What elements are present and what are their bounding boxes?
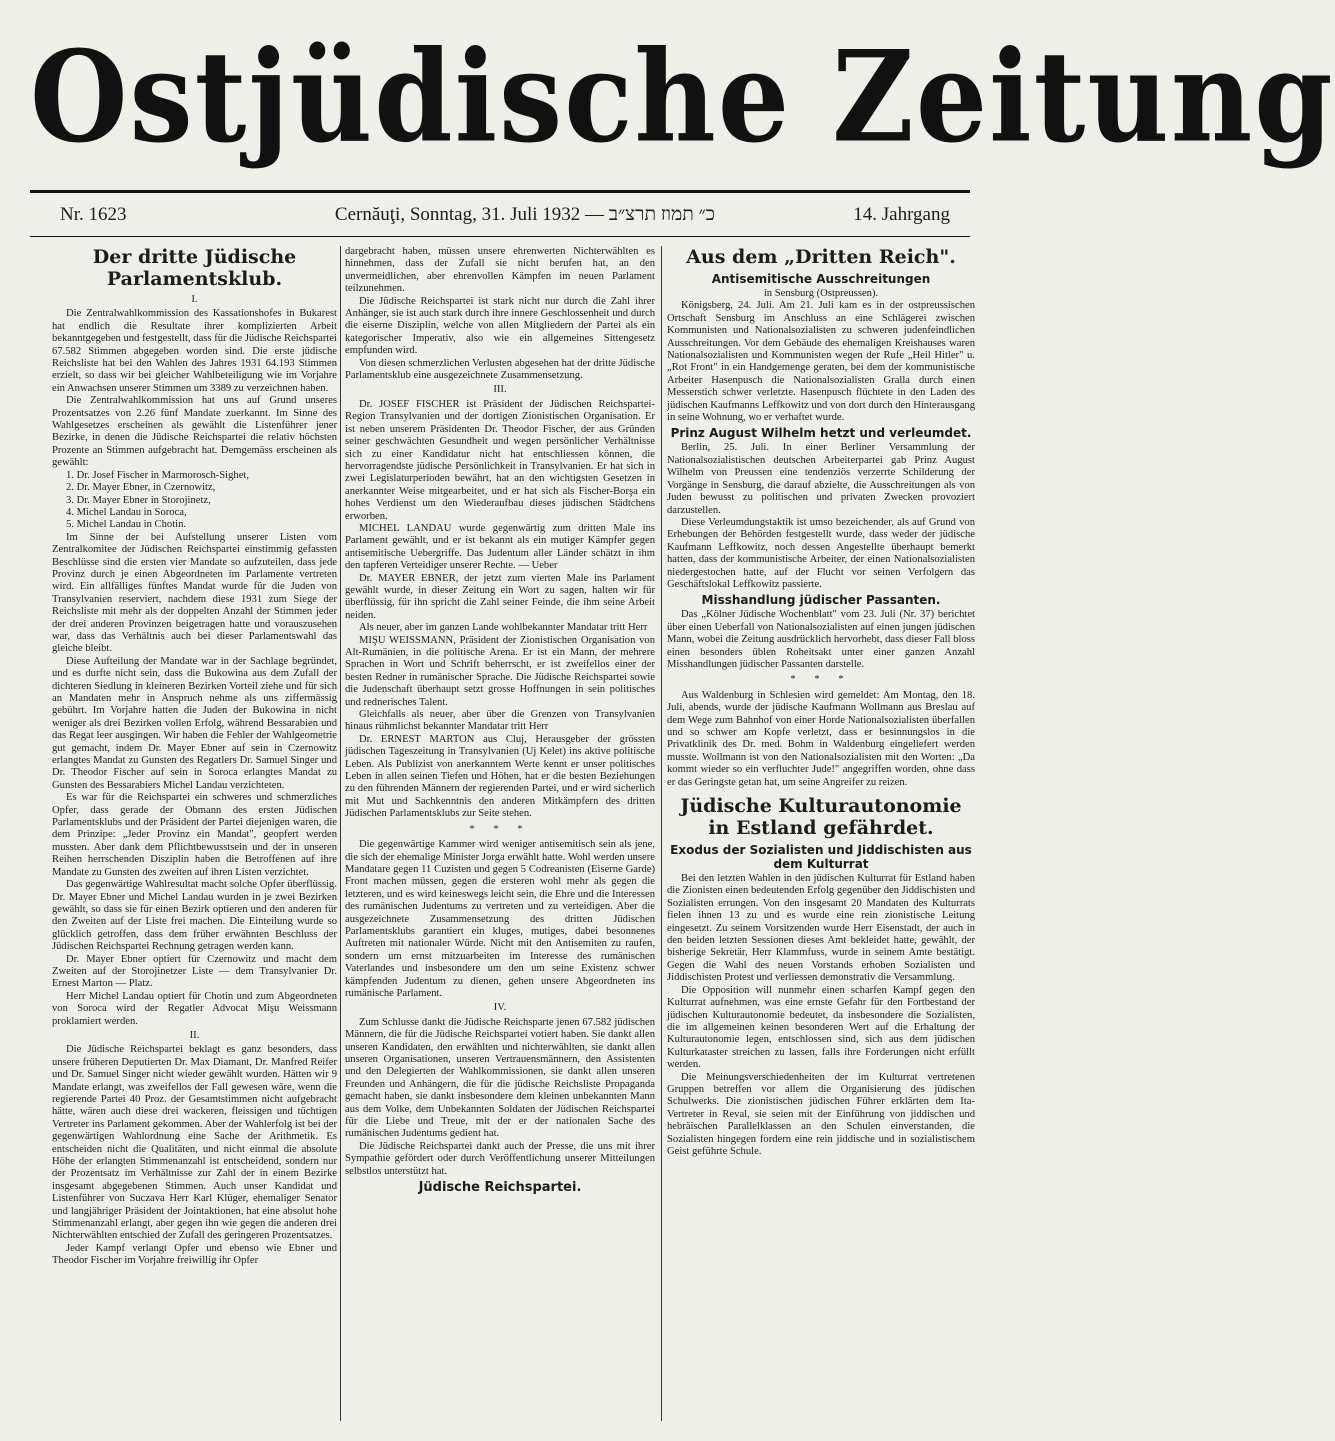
article-place: in Sensburg (Ostpreussen). [763,288,879,299]
dateline [60,200,970,230]
paragraph: MIŞU WEISSMANN, Präsident der Zionistischen Organisation von Alt-Rumänien, in die politische Arena. Er ist ein Mann, der mehrere Sprachen in Wort und Schrift beherrscht, er ist zweifellos einer der besten Redner in rumänischer Sprache. Die Jüdische Reichspartei sowie die Judenschaft überhaupt setzt grosse Hoffnungen in sein politisches und rednerisches Talent. [345,634,655,708]
column-separator-1 [340,246,341,1421]
section-numeral: II. [189,1029,200,1041]
paragraph: MICHEL LANDAU wurde gegenwärtig zum dritten Male ins Parlament gewählt, und er ist bekannt als ein mutiger Kämpfer gegen antisemitische Uebergriffe. Das Judentum aller Länder schätzt in ihm den tapferen Verteidiger unserer Rechte. — Ueber [345,522,655,572]
column-2 [345,246,655,1421]
issue-year: 14. Jahrgang [853,204,950,225]
section-numeral: IV. [493,1002,507,1014]
list-item: 5. Michel Landau in Chotin. [66,519,187,531]
section-divider: * * * [790,674,852,686]
article-subheadline: Antisemitische Ausschreitungen [711,272,931,286]
section-divider: * * * [469,823,531,835]
paragraph: Bei den letzten Wahlen in den jüdischen Kulturrat für Estland haben die Zionisten einen bedeutenden Erfolg gegenüber den Jiddischisten und Sozialisten errungen. Von den insgesamt 20 Mandaten des Kulturrats fielen ihnen 13 zu und es wurde eine rein zionistische Leitung eingesetzt. Zu seinem Vorsitzenden wurde Herr Eisenstadt, der auch in den beiden letzten Sessionen dieses Amt bekleidet hatte, gewählt, der bisherige Sekretär, Herr Klammfuss, wurde in seinem Amte bestätigt. Gegen die Wahl des neuen Vorstands erhoben Sozialisten und Jiddischisten Protest und verliessen demonstrativ die Versammlung. [667,873,975,984]
list-item: 2. Dr. Mayer Ebner, in Czernowitz, [66,482,216,494]
paragraph: Von diesen schmerzlichen Verlusten abgesehen hat der dritte Jüdische Parlamentsklub eine ausgezeichnete Zusammensetzung. [345,357,655,382]
column-3 [667,246,975,1421]
masthead-rule-top [30,190,970,193]
list-item: 3. Dr. Mayer Ebner in Storojinetz, [66,494,211,506]
article-subheadline: Exodus der Sozialisten und Jiddischisten aus dem Kulturrat [670,843,972,872]
paragraph: Diese Aufteilung der Mandate war in der Sachlage begründet, und es durfte nicht sein, dass die Bukowina aus dem Zufall der dichteren Siedlung in kleineren Bezirken Vorteil ziehe und für sich an Mandaten mehr in Anspruch nehme als uns ziffermässig gebührt. Im Vorjahre hatten die Juden der Bukowina in nicht weniger als drei Bezirken vollen Erfolg, während Bessarabien und das Regat leer ausgingen. Wir haben die Fehler der Wahlgeometrie gut gemacht, indem Dr. Mayer Ebner auf sein in Czernowitz erlangtes Mandat zu Gunsten des Regatlers Dr. Samuel Singer und Dr. Theodor Fischer auf sein in Soroca erlangtes Mandat zu Gunsten des Bessarabiers Michel Landau verzichteten. [52,655,337,791]
paragraph: Die Zentralwahlkommission hat uns auf Grund unseres Prozentsatzes von 2.26 fünf Mandate zuerkannt. Im Sinne des Wahlgesetzes erscheinen als gewählt die Listenführer jener Bezirke, in denen die Jüdische Reichspartei die relativ höchsten Prozente an Stimmen aufgebracht hat. Demgemäss erscheinen als gewählt: [52,395,337,469]
issue-date: Cernăuţi, Sonntag, 31. Juli 1932 — כ״ תמוז תרצ״ב [334,204,716,225]
article-signature: Jüdische Reichspartei. [418,1180,582,1196]
paragraph: Dr. MAYER EBNER, der jetzt zum vierten Male ins Parlament gewählt wurde, in dieser Zeitung ein Wort zu sagen, halten wir für überflüssig, für ihn spricht die Zahl seiner Feinde, die ihm seine Arbeit neiden. [345,572,655,621]
column-1 [52,246,337,1421]
issue-number: Nr. 1623 [60,204,127,225]
paragraph: Gleichfalls als neuer, aber über die Grenzen von Transylvanien hinaus rühmlichst bekannter Mandatar tritt Herr [345,709,655,733]
list-item: 1. Dr. Josef Fischer in Marmorosch-Sighet, [66,469,250,481]
paragraph: Die gegenwärtige Kammer wird weniger antisemitisch sein als jene, die sich der ehemalige Minister Jorga erwählt hatte. Wohl werden unsere Mandatare gegen 11 Cuzisten und gegen 5 Codreanisten (Eiserne Garde) Front machen müssen, gegen die ersteren wohl mehr als gegen die letzteren, und es wird keineswegs leicht sein, die Ehre und die Interessen des rumänischen Judentums zu vertreten und zu verteidigen. Aber die ausgezeichnete Zusammensetzung des dritten Jüdischen Parlamentsklubs garantiert ein kluges, mutiges, dabei besonnenes Auftreten mit nationaler Würde. Nicht mit den Antisemiten zu raufen, sondern um ernst mitzuarbeiten im Interesse des rumänischen Vaterlandes und insbesondere um den um seine Existenz schwer kämpfenden Judentum zu dienen, gehen unsere Abgeordneten ins rumänische Parlament. [345,839,655,999]
paragraph: Die Jüdische Reichspartei beklagt es ganz besonders, dass unsere früheren Deputierten Dr. Max Diamant, Dr. Manfred Reifer und Dr. Samuel Singer nicht wieder gewählt wurden. Hätten wir 9 Mandate erlangt, was zweifellos der Fall gewesen wäre, wenn die regierende Partei 40 Proz. der Gesamtstimmen nicht aufgebracht hätte, wären auch diese drei wackeren, fleissigen und tüchtigen Vertreter ins Parlament gekommen. Aber der Wahlerfolg ist bei der gegenwärtigen Wahlordnung eine Sache der Arithmetik. Es entscheiden nicht die Qualitäten, und nicht einmal die absolute Höhe der erlangten Stimmenanzahl ist entscheidend, sondern nur der Prozentsatz im Verhältnisse zur Zahl der in einem Bezirke insgesamt abgegebenen Stimmen. Auch unser Kandidat und Listenführer von Suczava Herr Karl Klüger, ehemaliger Senator und langjähriger Präsident der Jointaktionen, hat eine absolut hohe Stimmenanzahl erlangt, aber gegen ihn wie gegen die anderen drei Nichterwählten entschied der Zufall des geringeren Prozentsatzes. [52,1044,337,1242]
paragraph: Aus Waldenburg in Schlesien wird gemeldet: Am Montag, den 18. Juli, abends, wurde der jüdische Kaufmann Wollmann aus Breslau auf dem Wege zum Bahnhof von einer Horde Nationalsozialisten überfallen und so schwer am Kopfe verletzt, dass er besinnungslos in die Privatklinik des Dr. med. Bohm in Waldenburg eingeliefert werden musste. Wollmann ist von den Nationalsozialisten mit den Worten: „Da kommt wieder so ein verfluchter Jude!" angegriffen worden, ohne dass er das Geringste getan hat, um seine Angreifer zu reizen. [667,689,975,788]
paragraph: dargebracht haben, müssen unsere ehrenwerten Nichterwählten es hinnehmen, dass der Zufall sie nicht berufen hat, an den unvermeidlichen, aber ehrenvollen Kämpfen im neuen Parlament teilzunehmen. [345,246,655,295]
paragraph: Diese Verleumdungstaktik ist umso bezeichender, als auf Grund von Erhebungen der Behörden festgestellt wurde, dass weder der jüdische Kaufmann Leffkowitz, noch dessen Angestellte überhaupt bemerkt hatten, dass der kommunistische Arbeiter, der einen Nationalsozialisten niedergestochen hatte, auf der Flucht vor seinen Verfolgern das Geschäftslokal Leffkowitz passierte. [667,516,975,590]
paragraph: Berlin, 25. Juli. In einer Berliner Versammlung der Nationalsozialistischen deutschen Arbeiterpartei gab Prinz August Wilhelm von Preussen eine tendenziös verzerrte Schilderung der Vorgänge in Sensburg, die darauf abzielte, die Ausschreitungen als von Juden bewusst zu politischen und privaten Zwecken provoziert darzustellen. [667,442,975,516]
paragraph: Jeder Kampf verlangt Opfer und ebenso wie Ebner und Theodor Fischer im Vorjahre freiwillig ihr Opfer [52,1242,337,1267]
section-numeral: III. [493,384,507,396]
article-subheadline: Misshandlung jüdischer Passanten. [701,593,941,608]
masthead-rule-bottom [30,236,970,237]
paragraph: Dr. Mayer Ebner optiert für Czernowitz und macht dem Zweiten auf der Storojinetzer Liste — dem Transylvanier Dr. Ernest Marton — Platz. [52,953,337,990]
paragraph: Herr Michel Landau optiert für Chotin und zum Abgeordneten von Soroca wird der Regatler Advocat Mişu Weissmann proklamiert werden. [52,990,337,1027]
paragraph: Die Opposition will nunmehr einen scharfen Kampf gegen den Kulturrat aufnehmen, was eine ernste Gefahr für den Fortbestand der jüdischen Kulturautonomie bedeutet, da insbesondere die Sozialisten, die im allgemeinen keinen besonderen Wert auf die Erhaltung der Kulturautonomie legen, entschlossen sind, sich aus dem jüdischen Kulturkataster streichen zu lassen, falls ihre Forderungen nicht erfüllt werden. [667,984,975,1071]
paragraph: Königsberg, 24. Juli. Am 21. Juli kam es in der ostpreussischen Ortschaft Sensburg im Anschluss an eine Schlägerei zwischen Kommunisten und Nationalsozialisten zu schweren judenfeindlichen Ausschreitungen. Vor dem Gebäude des ehemaligen Kreishauses waren Nationalsozialisten und Kommunisten wegen der Rufe „Heil Hitler" u. „Rot Front" in ein Handgemenge geraten, bei dem der kommunistische Arbeiter Hasenpusch die Nationalsozialisten Gralla durch einen Messerstich schwer verletzte. Hasenpusch flüchtete in den Laden des jüdischen Kaufmanns Leffkowitz und von dort durch den Hinterausgang in seine Wohnung, wo er verhaftet wurde. [667,300,975,424]
paragraph: Zum Schlusse dankt die Jüdische Reichsparte jenen 67.582 jüdischen Männern, die für die Jüdische Reichspartei votiert haben. Sie dankt allen unseren Kandidaten, den erwählten und nichterwählten, sie dankt allen unseren Organisationen, unseren Vertrauensmännern, den Assistenten und den Delegierten der Wahlkommissionen, sie dankt allen unseren Freunden und Anhängern, die für die jüdische Reichsliste Propaganda gemacht haben, sie dankt insbesondere dem kleinen unbekannten Mann aus dem Volke, dem Unbekannten Soldaten der Jüdischen Reichspartei für die Liebe und Treue, mit der er der nationalen Sache des rumänischen Judentums gedient hat. [345,1016,655,1140]
paragraph: Es war für die Reichspartei ein schweres und schmerzliches Opfer, dass gerade der Obmann des ersten Jüdischen Parlamentsklubs und der Präsident der Partei diejenigen waren, die dem Prinzipe: „Jeder Provinz ein Mandat", geopfert werden mussten. Aber dank dem Pflichtbewusstsein und der in unseren Reihen herrschenden Disziplin haben die Betroffenen auf ihre Mandate zu Gunsten des zweiten auf ihren Listen verzichtet. [52,792,337,878]
section-numeral: I. [191,294,198,305]
paragraph: Die Jüdische Reichspartei dankt auch der Presse, die uns mit ihrer Sympathie gefördert oder durch Veröffentlichung unserer Mitteilungen selbstlos unterstützt hat. [345,1140,655,1177]
list-item: 4. Michel Landau in Soroca, [66,506,187,518]
paragraph: Das gegenwärtige Wahlresultat macht solche Opfer überflüssig. Dr. Mayer Ebner und Michel Landau wurden in je zwei Bezirken gewählt, so dass sie für einen Bezirk optieren und den anderen für den Zweiten auf der Liste frei machen. Die Einteilung wurde so glücklich getroffen, dass dem früher erwähnten Beschluss der Jüdischen Reichspartei Rechnung getragen werden kann. [52,879,337,953]
column-separator-2 [661,246,662,1421]
article-headline: Der dritte Jüdische Parlamentsklub. [92,246,297,290]
masthead-title: Ostjüdische Zeitung [30,24,1335,171]
paragraph: Dr. JOSEF FISCHER ist Präsident der Jüdischen Reichspartei-Region Transylvanien und der dortigen Zionistischen Organisation. Er ist neben unserem Präsidenten Dr. Theodor Fischer, der aus Gründen seiner geschwächten Gesundheit und wegen persönlicher Verhältnisse sich zu einer Kandidatur nicht hat entschliessen können, die hervorragendste jüdische Persönlichkeit in Transylvanien. Er hat sich in zwei Legislaturperioden bewährt, hat an den wichtigsten Gesetzen in anerkannter Weise mitgearbeitet, und er hat sich als Fischer-Borşa ein hohes Verdienst um den Wiederaufbau dieses jüdischen Städtchens erworben. [345,398,655,522]
article-subheadline: Prinz August Wilhelm hetzt und verleumdet. [670,426,972,441]
article-headline: Jüdische Kulturautonomie in Estland gefährdet. [680,795,962,840]
paragraph: Das „Kölner Jüdische Wochenblatt" vom 23. Juli (Nr. 37) berichtet über einen Ueberfall von Nationalsozialisten auf einen jungen jüdischen Mann, wobei die Zeitung ausdrücklich hervorhebt, dass dieser Fall bloss einen besonders üblen Roheitsakt unter einer ganzen Anzahl Misshandlungen jüdischer Passanten darstelle. [667,609,975,670]
paragraph: Dr. ERNEST MARTON aus Cluj, Herausgeber der grössten jüdischen Tageszeitung in Transylvanien (Uj Kelet) ins aktive politische Leben. Als Publizist von anerkanntem Werte kennt er unser politisches Leben in allen seinen Tiefen und Höhen, hat er die besten Beziehungen zu den führenden Männern der regierenden Partei, und er wird sicherlich mit Mut und Sachkenntnis den anderen Mitkämpfern des dritten Jüdischen Parlamentsklubs zur Seite stehen. [345,733,655,820]
paragraph: Die Meinungsverschiedenheiten der im Kulturrat vertretenen Gruppen betreffen vor allem die Organisierung des jüdischen Schulwerks. Die zionistischen jüdischen Führer erklärten dem Ita-Vertreter in Reval, sie seien mit der Einführung von jiddischen und hebräischen Parallelklassen an den Schulen einverstanden, die Sozialisten hingegen fordern eine rein jiddische und in sozialistischem Geist geführte Schule. [667,1071,975,1157]
article-headline: Aus dem „Dritten Reich". [686,246,956,268]
paragraph: Die Zentralwahlkommission des Kassationshofes in Bukarest hat endlich die Resultate ihrer komplizierten Arbeit bekanntgegeben und festgestellt, dass für die Jüdische Reichspartei 67.582 Stimmen abgegeben worden sind. Die erste jüdische Reichsliste hat bei den Wahlen des Jahres 1931 64.193 Stimmen erzielt, so dass wir bei gleicher Wahlbeteiligung wie im Vorjahre ein Anwachsen unserer Stimmen um 3389 zu verzeichnen haben. [52,308,337,394]
paragraph: Die Jüdische Reichspartei ist stark nicht nur durch die Zahl ihrer Anhänger, sie ist auch stark durch ihre innere Geschlossenheit und durch die eiserne Disziplin, welche von allen Mitgliedern der Partei als ein kategorischer Imperativ, also wie ein allgemeines Sittengesetz empfunden wird. [345,295,655,357]
paragraph: Im Sinne der bei Aufstellung unserer Listen vom Zentralkomitee der Jüdischen Reichspartei einstimmig gefassten Beschlüsse sind die ersten vier Mandate so aufzuteilen, dass jede Provinz durch je einen Abgeordneten im Parlamente vertreten wird. Ein allfälliges fünftes Mandat wurde für die Juden von Transylvanien reserviert, nachdem diese 1931 zum Siege der Reichsliste mit mehr als der doppelten Anzahl der Stimmen jeder der drei anderen Provinzen beigetragen hatte und vorauszusehen war, dass das Verhältnis auch bei dieser Parlamentswahl das gleiche bleibt. [52,531,337,655]
paragraph: Als neuer, aber im ganzen Lande wohlbekannter Mandatar tritt Herr [359,622,648,634]
